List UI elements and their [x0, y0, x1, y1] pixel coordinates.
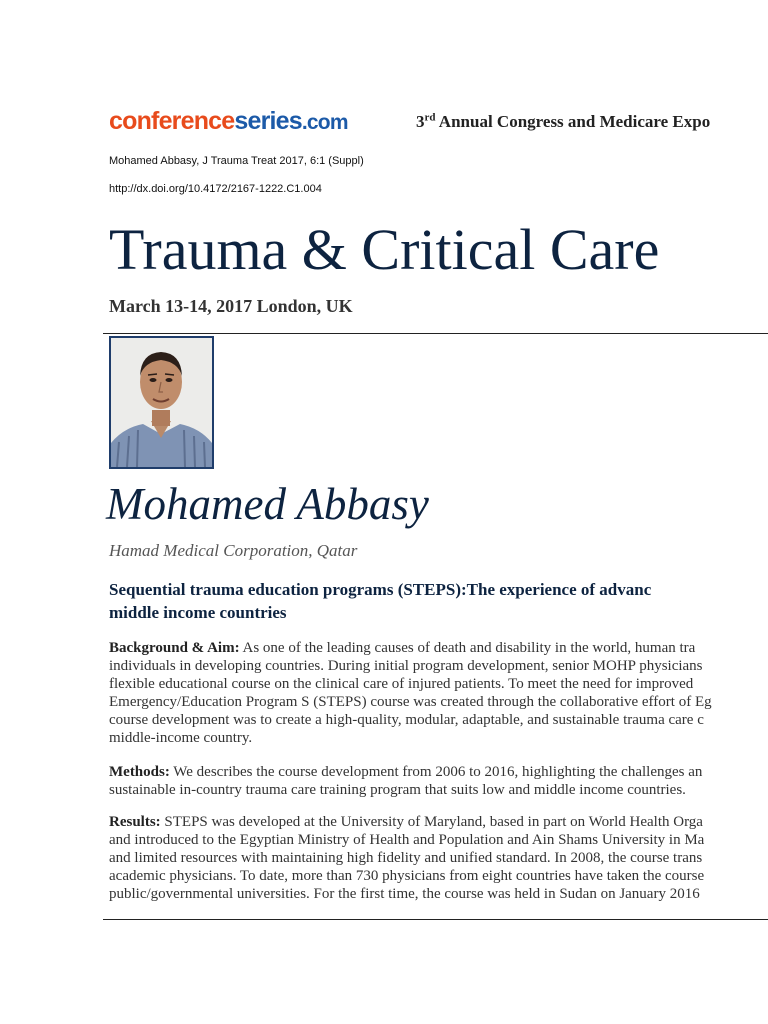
bottom-divider: [103, 919, 768, 920]
background-label: Background & Aim:: [109, 640, 240, 656]
paragraph-line: flexible educational course on the clinical care of injured patients. To meet the need for improved: [109, 676, 694, 692]
background-paragraph: [109, 639, 768, 747]
paragraph-line: and introduced to the Egyptian Ministry of Health and Population and Ain Shams University in Ma: [109, 832, 705, 848]
paragraph-line: Emergency/Education Program S (STEPS) course was created through the collaborative effort of Eg: [109, 694, 712, 710]
congress-name: [416, 112, 710, 132]
paragraph-line: public/governmental universities. For the first time, the course was held in Sudan on January 2016: [109, 886, 700, 902]
paragraph-line: Methods: We describes the course development from 2006 to 2016, highlighting the challenges an: [109, 764, 703, 780]
top-divider: [103, 333, 768, 334]
speaker-photo: [109, 336, 214, 469]
speaker-affiliation: Hamad Medical Corporation, Qatar: [109, 541, 358, 560]
speaker-name: Mohamed Abbasy: [106, 479, 429, 529]
logo-text-conference: conference: [109, 107, 235, 135]
paragraph-line: sustainable in-country trauma care training program that suits low and middle income countries.: [109, 782, 686, 798]
paragraph-line: middle-income country.: [109, 730, 253, 746]
results-paragraph: [109, 813, 768, 903]
conference-title: Trauma & Critical Care: [109, 217, 660, 282]
doi-link[interactable]: http://dx.doi.org/10.4172/2167-1222.C1.004: [109, 183, 322, 195]
abstract-title: [109, 578, 768, 624]
conferenceseries-logo[interactable]: [109, 106, 348, 138]
abstract-title-line: middle income countries: [109, 603, 287, 622]
results-label: Results:: [109, 814, 161, 830]
logo-text-com: .com: [301, 111, 348, 134]
page-header: [109, 106, 768, 140]
logo-text-series: series: [234, 107, 302, 135]
paragraph-line: course development was to create a high-quality, modular, adaptable, and sustainable trauma care c: [109, 712, 704, 728]
congress-text: Annual Congress and Medicare Expo: [435, 112, 711, 131]
citation-line: Mohamed Abbasy, J Trauma Treat 2017, 6:1 (Suppl): [109, 155, 364, 167]
event-date-location: March 13-14, 2017 London, UK: [109, 296, 353, 316]
abstract-title-line: Sequential trauma education programs (STEPS):The experience of advanc: [109, 580, 652, 599]
paragraph-line: and limited resources with maintaining high fidelity and unified standard. In 2008, the course trans: [109, 850, 703, 866]
congress-ordinal: 3: [416, 112, 425, 131]
methods-label: Methods:: [109, 764, 170, 780]
paragraph-line: Results: STEPS was developed at the University of Maryland, based in part on World Health Orga: [109, 814, 703, 830]
methods-paragraph: [109, 763, 768, 799]
paragraph-line: Background & Aim: As one of the leading causes of death and disability in the world, human tra: [109, 640, 696, 656]
paragraph-line: individuals in developing countries. During initial program development, senior MOHP physicians: [109, 658, 703, 674]
congress-ordinal-suffix: rd: [424, 111, 436, 124]
speaker-portrait-image: [111, 338, 212, 467]
paragraph-line: academic physicians. To date, more than 730 physicians from eight countries have taken the course: [109, 868, 705, 884]
